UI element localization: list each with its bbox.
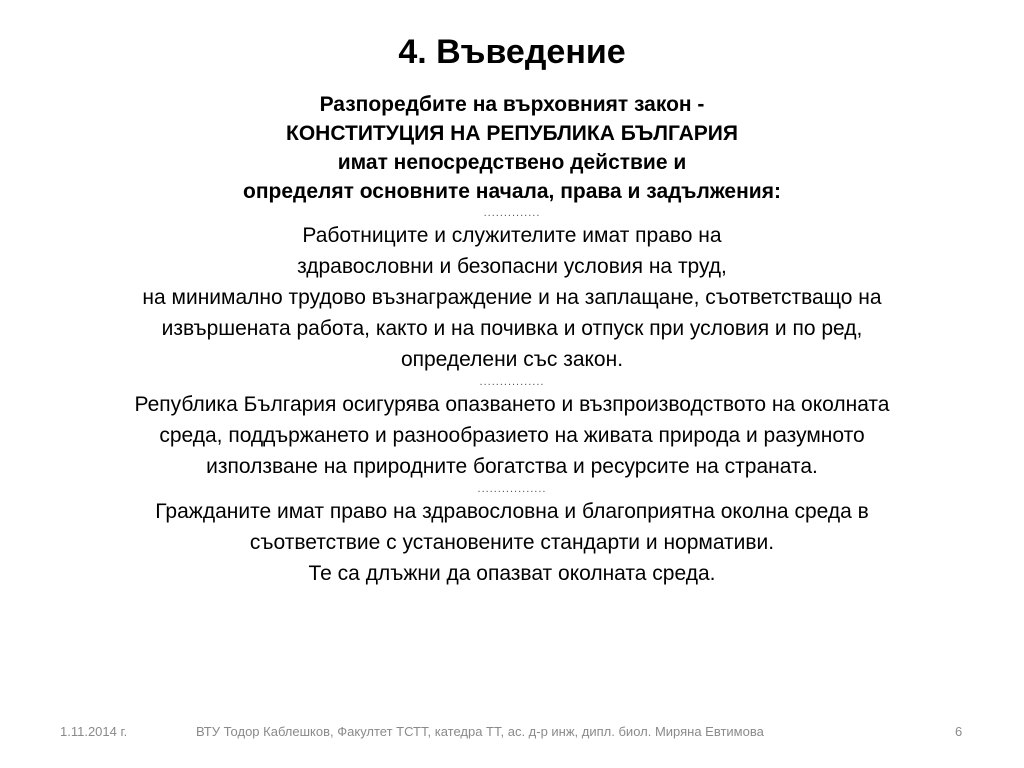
citizens-rights-paragraph [40, 496, 984, 589]
paragraph-line: съответствие с установените стандарти и нормативи. [249, 531, 775, 554]
footer-author: ВТУ Тодор Каблешков, Факултет ТСТТ, катедра ТТ, ас. д-р инж, дипл. биол. Миряна Евтимова [196, 724, 764, 739]
ellipsis-separator: ................. [477, 483, 547, 495]
environment-paragraph [40, 389, 984, 482]
paragraph-line: на минимално трудово възнаграждение и на заплащане, съответстващо на [142, 286, 882, 309]
paragraph-line: Република България осигурява опазването и възпроизводството на околната [134, 393, 890, 416]
intro-line: Разпоредбите на върховният закон - [319, 93, 705, 116]
ellipsis-separator: .............. [483, 207, 541, 219]
slide-number: 6 [955, 724, 963, 739]
slide-content [40, 90, 984, 589]
intro-line: имат непосредствено действие и [337, 151, 687, 174]
paragraph-line: Гражданите имат право на здравословна и благоприятна околна среда в [155, 500, 869, 523]
paragraph-line: здравословни и безопасни условия на труд, [297, 255, 727, 278]
paragraph-line: среда, поддържането и разнообразието на живата природа и разумното [159, 424, 865, 447]
footer-date: 1.11.2014 г. [60, 724, 128, 739]
paragraph-line: извършената работа, както и на почивка и отпуск при условия и по ред, [161, 317, 863, 340]
paragraph-line: Работниците и служителите имат право на [302, 224, 722, 247]
constitution-intro [40, 90, 984, 206]
paragraph-line: Те са длъжни да опазват околната среда. [308, 562, 716, 585]
intro-line: определят основните начала, права и задължения: [243, 180, 781, 203]
intro-line: КОНСТИТУЦИЯ НА РЕПУБЛИКА БЪЛГАРИЯ [286, 122, 738, 145]
workers-rights-paragraph [40, 220, 984, 375]
slide-title: 4. Въведение [398, 33, 626, 71]
ellipsis-separator: ................ [479, 376, 545, 388]
paragraph-line: използване на природните богатства и ресурсите на страната. [206, 455, 818, 478]
paragraph-line: определени със закон. [400, 348, 624, 371]
